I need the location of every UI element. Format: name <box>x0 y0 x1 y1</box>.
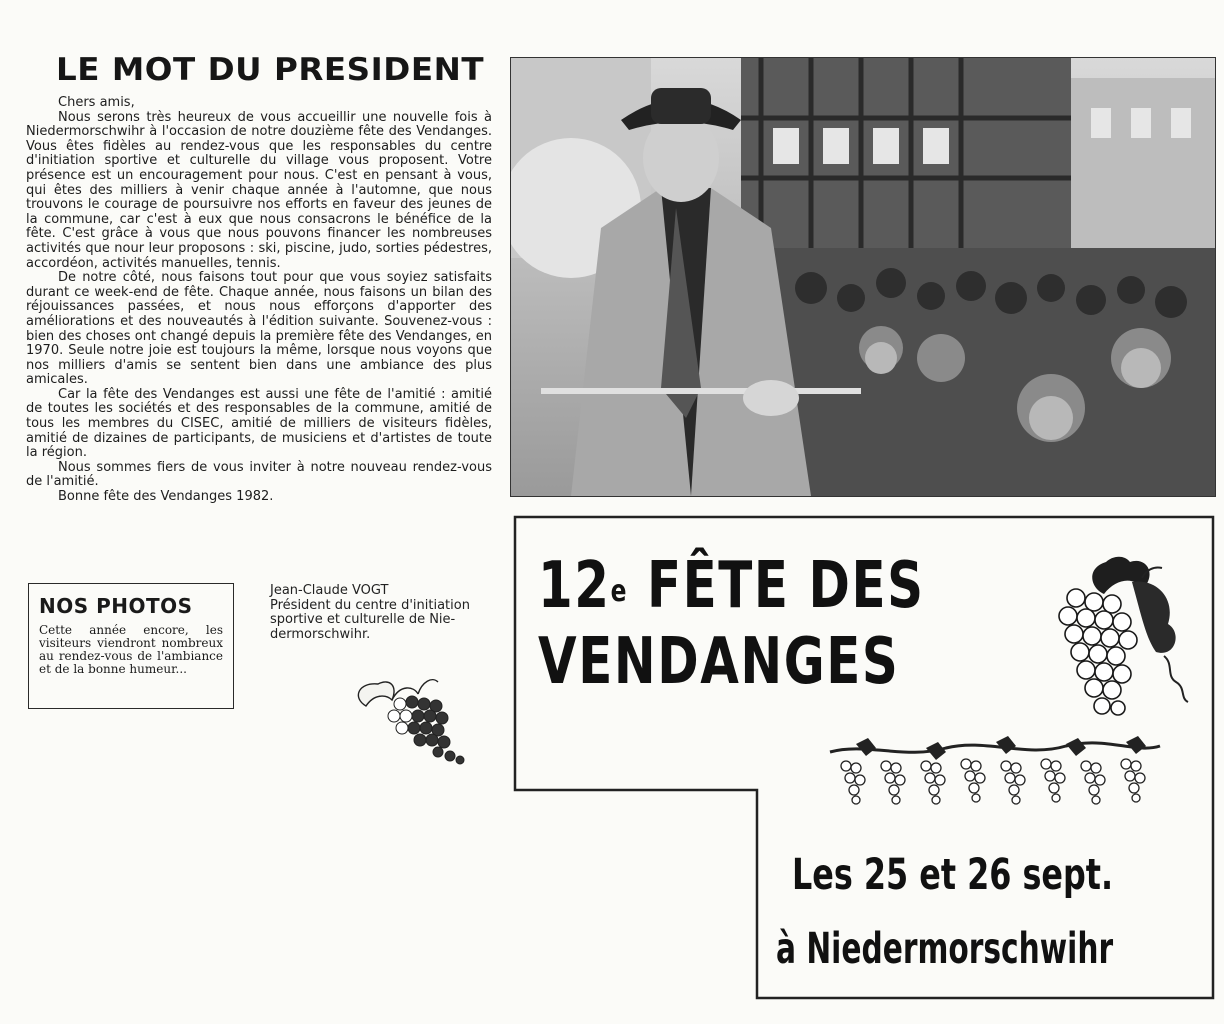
letter-closing: Bonne fête des Vendanges 1982. <box>58 489 274 505</box>
letter-paragraph: Nous serons très heureux de vous accueillir une nouvelle fois à Niedermorschwihr à l'occasion de notre douzième fête des Vendanges. Vous êtes fidèles au rendez-vous que les responsables du centre d'initiation sportive et culturelle du village vous proposent. Votre présence est un encouragement pour nous. C'est en pensant à vous, qui êtes des milliers à venir chaque année à l'automne, que nous trouvons le courage de poursuivre nos efforts en faveur des jeunes de la commune, car c'est à eux que nous consacrons le bénéfice de la fête. C'est grâce à vous que nous pouvons financer les nombreuses activités que nour leur proposons : ski, piscine, judo, sorties pédestres, accordéon, activités manuelles, tennis. <box>26 109 492 271</box>
nos-photos-title: NOS PHOTOS <box>39 594 193 618</box>
grape-bunch-small-icon <box>348 664 472 768</box>
poster-number: 12 <box>538 549 611 623</box>
president-letter <box>26 96 492 505</box>
signature-role-line: sportive et culturelle de Nie- <box>270 612 456 627</box>
signature-block <box>270 584 500 642</box>
grape-garland-icon <box>826 736 1164 816</box>
grape-bunch-large-icon <box>1046 548 1196 726</box>
signature-role-line: dermorschwihr. <box>270 626 371 642</box>
festival-crowd-photo <box>510 57 1216 497</box>
nos-photos-box <box>28 583 234 709</box>
event-dates: Les 25 et 26 sept. <box>792 850 1114 900</box>
poster-line1: FÊTE DES <box>646 549 925 623</box>
poster-line2: VENDANGES <box>538 625 900 699</box>
article-title: LE MOT DU PRESIDENT <box>56 52 485 88</box>
event-place: à Niedermorschwihr <box>776 924 1114 974</box>
signature-role-line: Président du centre d'initiation <box>270 597 470 613</box>
poster-heading <box>538 548 944 700</box>
letter-greeting: Chers amis, <box>58 95 135 110</box>
poster-ordinal: e <box>610 574 629 609</box>
nos-photos-text: Cette année encore, les visiteurs viendront nombreux au rendez-vous de l'ambiance et de la bonne humeur... <box>39 623 223 676</box>
letter-paragraph: De notre côté, nous faisons tout pour que vous soyiez satisfaits durant ce week-end de fête. Chaque année, nous faisons un bilan des réjouissances passées, et nous nous efforçons d'apporter des améliorations et des nouveautés à l'édition suivante. Souvenez-vous : bien des choses ont changé depuis la première fête des Vendanges, en 1970. Seule notre joie est toujours la même, lorsque nous voyons que nos milliers d'amis se sentent bien dans une ambiance des plus amicales. <box>26 270 492 388</box>
signature-name: Jean-Claude VOGT <box>270 583 389 598</box>
letter-paragraph: Nous sommes fiers de vous inviter à notre nouveau rendez-vous de l'amitié. <box>26 459 492 490</box>
letter-paragraph: Car la fête des Vendanges est aussi une fête de l'amitié : amitié de toutes les sociétés et des responsables de la commune, amitié de tous les membres du CISEC, amitié de milliers de visiteurs fidèles, amitié de dizaines de participants, de musiciens et d'artistes de toute la région. <box>26 386 492 461</box>
